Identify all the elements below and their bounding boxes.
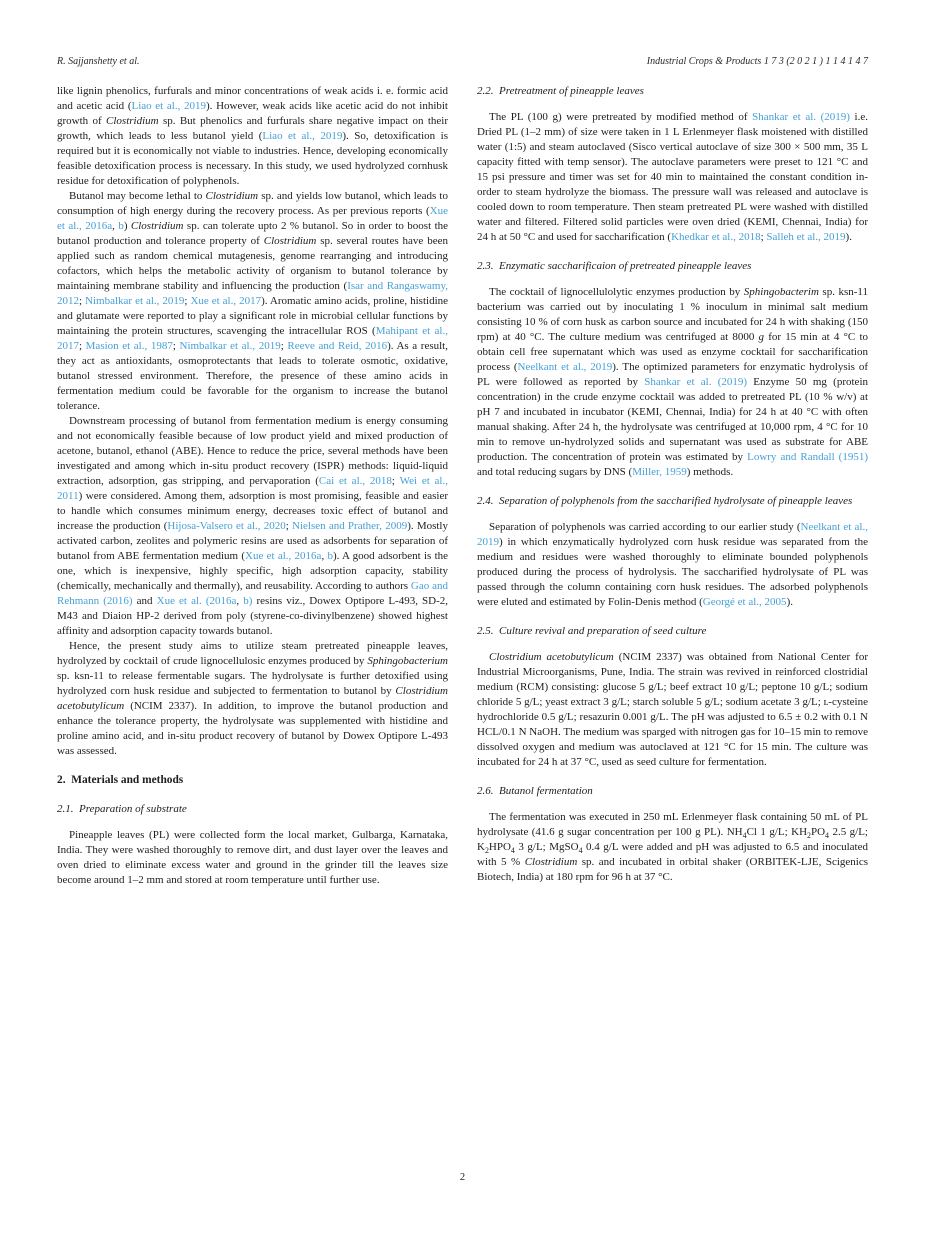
text-run: ). Mostly activated carbon, zeolites and polymeric resins are used as adsorbents for separation of butanol from ABE fermentation medium (: [57, 520, 448, 562]
text-run: sp. ksn-11 to release fermentable sugars. The hydrolysate is further detoxified using hydrolyzed corn husk residue and subjected to fermentation to butanol by: [57, 670, 448, 697]
paragraph: [477, 110, 868, 245]
citation-link[interactable]: Miller, 1959: [632, 466, 687, 478]
text-run: ,: [236, 595, 244, 607]
text-run: Separation of polyphenols was carried according to our earlier study (: [489, 521, 801, 533]
text-run: ;: [760, 231, 767, 243]
subsection-heading: 2.3. Enzymatic saccharificaion of pretreated pineapple leaves: [477, 260, 752, 272]
text-run: ;: [280, 340, 288, 352]
text-run: ): [123, 220, 131, 232]
subscript-text: 4: [825, 831, 829, 841]
text-run: ;: [79, 295, 86, 307]
text-run: ). As a result, they act as antioxidants, osmoprotectants that leads to tolerate osmotic, oxidative, butanol stressed environment. Therefore, the presence of these amino acids in fermentation medium could be favorable for the organism to increase the butanol tolerance.: [57, 340, 448, 412]
citation-link[interactable]: Wei et al., 2011: [57, 475, 448, 502]
italic-term: Clostridium acetobutylicum: [57, 685, 448, 712]
citation-link[interactable]: Xue et al., 2016a: [245, 550, 322, 562]
text-run: Pineapple leaves (PL) were collected form the local market, Gulbarga, Karnataka, India. They were washed thoroughly to remove dirt, and dust layer over the leaves and oven dried to eliminate excess water and ground in the grinder till the leaves size become around 1–2 mm and stored at room temperature until further use.: [57, 829, 448, 886]
text-run: ). So, detoxification is required but it is economically not viable to industries. Hence, developing economically feasible detoxification process is necessary. In this study, we used hydrolyzed cornhusk residue for detoxification of polyphenols.: [57, 130, 448, 187]
paragraph: [477, 810, 868, 885]
citation-link[interactable]: Shankar et al. (2019): [644, 376, 748, 388]
text-run: sp. and incubated in orbital shaker (ORBITEK-LJE, Scigenics Biotech, India) at 180 rpm for 96 h at 37 °C.: [477, 856, 868, 883]
text-run: ;: [79, 340, 86, 352]
running-author: R. Sajjanshetty et al.: [57, 56, 140, 67]
italic-term: Clostridium: [106, 115, 159, 127]
text-run: ) in which enzymatically hydrolyzed corn husk residue was separated from the medium and residues were washed thoroughly to eliminate bounded polyphenols produced during the process of hydrolysis. The saccharified hydrolysate of PL was passed through the column containing corn husk residues. The adsorbed polyphenols were eluted and estimated by Folin-Denis method (: [477, 536, 868, 608]
subscript-text: 2: [484, 846, 489, 856]
citation-link[interactable]: Isar and Rangaswamy, 2012: [57, 280, 449, 307]
text-run: Hence, the present study aims to utilize steam pretreated pineapple leaves, hydrolyzed by cocktail of crude lignocellulosic enzymes produced by: [57, 640, 448, 667]
text-run: sp. ksn-11 bacterium was carried out by inoculating 1 % inoculum in minimal salt medium consisting 10 % of corn husk as carbon source and incubated for 24 h with shaking (150 rpm) at 40 °C. The culture medium was centrifuged at 8000: [477, 286, 868, 343]
text-run: The PL (100 g) were pretreated by modified method of: [489, 111, 753, 123]
citation-link[interactable]: Nielsen and Prather, 2009: [292, 520, 408, 532]
text-run: ). Aromatic amino acids, proline, histidine and glutamate were reported to play a significant role in microbial cellular functions by maintaining the protein structures, scavenging the intracellular ROS (: [57, 295, 449, 337]
text-run: sp. and yields low butanol, which leads to consumption of high energy during the recovery process. As per previous reports (: [57, 190, 448, 217]
text-run: PO: [810, 826, 826, 838]
text-run: ).: [786, 596, 793, 608]
text-run: sp. But phenolics and furfurals share negative impact on their growth, which leads to less butanol yield (: [57, 115, 448, 142]
italic-term: Clostridium: [263, 235, 317, 247]
subsection-heading: 2.6. Butanol fermentation: [477, 785, 593, 797]
citation-link[interactable]: Xue et al., 2016a: [57, 205, 448, 232]
text-run: and total reducing sugars by DNS (: [477, 466, 633, 478]
text-run: like lignin phenolics, furfurals and minor concentrations of weak acids i. e. formic acid and acetic acid (: [57, 85, 448, 112]
text-run: ) methods.: [686, 466, 734, 478]
paragraph: [57, 414, 448, 639]
citation-link[interactable]: Gao and Rehmann (2016): [57, 580, 448, 607]
paragraph: [477, 650, 868, 770]
italic-term: Sphingobacterium: [367, 655, 448, 667]
left-column: [57, 84, 448, 888]
text-run: for 15 min at 4 °C to obtain cell free supernatant which was used as enzyme cocktail for saccharification process (: [477, 331, 869, 373]
citation-link[interactable]: Hijosa-Valsero et al., 2020: [167, 520, 286, 532]
text-run: 2.5 g/L; K: [477, 826, 868, 853]
citation-link[interactable]: Mahipant et al., 2017: [57, 325, 448, 352]
text-run: Downstream processing of butanol from fermentation medium is energy consuming and not economically feasible because of low product yield and mixed production of acetone, butanol, ethanol (ABE). Hence to reduce the price, several methods have been investigated and among which in-situ product recovery (ISPR) methods: liquid-liquid extraction, adsorption, gas stripping, and pervaporation (: [57, 415, 448, 487]
text-run: ). However, weak acids like acetic acid do not inhibit growth of: [57, 100, 448, 127]
subsection-heading: 2.1. Preparation of substrate: [57, 803, 187, 815]
subsection-heading: 2.5. Culture revival and preparation of seed culture: [477, 625, 707, 637]
citation-link[interactable]: Neelkant et al., 2019: [517, 361, 613, 373]
article-body: [57, 84, 868, 888]
citation-link[interactable]: Reeve and Reid, 2016: [287, 340, 388, 352]
citation-link[interactable]: Cai et al., 2018: [318, 475, 392, 487]
text-run: ). A good adsorbent is the one, which is inexpensive, highly specific, high adsorption capacity, stability (chemically, mechanically and thermally), and reusability. According to authors: [57, 550, 449, 592]
text-run: Cl 1 g/L; KH: [746, 826, 808, 838]
text-run: (NCIM 2337) was obtained from National Center for Industrial Microorganisms, Pune, India. The strain was revived in reinforced clostridial medium (RCM) consisting: glucose 5 g/L; beef extract 10 g/L; peptone 10 g/L; sodium chloride 5 g/L; yeast extract 3 g/L; starch soluble 5 g/L; sodium acetate 3 g/L; ʟ-cysteine hydrochloride 0.5 g/L; resazurin 0.001 g/L. The pH was adjusted to 6.5 ± 0.2 with 0.1 N HCL/0.1 N NaOH. The medium was sparged with nitrogen gas for 10–15 min to remove dissolved oxygen and medium was autoclaved at 121 °C for 15 min. The culture was incubated for 24 h at 37 °C, used as seed culture for fermentation.: [477, 651, 868, 768]
italic-term: g: [758, 331, 765, 343]
paragraph: [57, 828, 448, 888]
subscript-text: 2: [807, 831, 811, 841]
paragraph: [57, 189, 448, 414]
text-run: and: [132, 595, 157, 607]
text-run: ;: [285, 520, 293, 532]
text-run: ;: [184, 295, 191, 307]
subscript-text: 4: [742, 831, 747, 841]
italic-term: Clostridium: [524, 856, 578, 868]
paragraph: [477, 520, 868, 610]
paragraph: [477, 285, 868, 480]
citation-link[interactable]: b: [327, 550, 333, 562]
subscript-text: 4: [578, 846, 583, 856]
text-run: i.e. Dried PL (1–2 mm) of size were taken in 1 L Erlenmeyer flask moistened with distilled water (1:5) and steam autoclaved (Sisco vertical autoclave of size 300 × 500 mm, 35 L capacity fitted with temp sensor). The autoclave parameters were preset to 121 °C and 15 psi pressure and timer was set for 40 min to maintained the constant condition in-order to steam hydrolyze the biomass. The pressure wall was released and autoclave is cooled down to room temperature. Then steam pretreated PL were washed with distilled water and filtered. Filtered solid particles were oven dried (KEMI, Chennai, India) for 24 h at 50 °C and used for saccharification (: [477, 111, 868, 243]
citation-link[interactable]: Khedkar et al., 2018: [671, 231, 761, 243]
subscript-text: 4: [510, 846, 515, 856]
italic-term: Clostridium acetobutylicum: [489, 651, 614, 663]
text-run: ;: [391, 475, 400, 487]
section-heading: 2. Materials and methods: [57, 774, 184, 786]
citation-link[interactable]: Neelkant et al., 2019: [477, 521, 868, 548]
italic-term: Clostridium: [130, 220, 184, 232]
text-run: (NCIM 2337). In addition, to improve the butanol production and enhance the tolerance property, the hydrolysate was supplemented with histidine and proline amino acid, and in-situ product recovery of butanol by Dowex Optipore L-493 was assessed.: [57, 700, 448, 757]
text-run: ).: [845, 231, 852, 243]
text-run: sp. can tolerate upto 2 % butanol. So in order to boost the butanol production and tolerance property of: [57, 220, 449, 247]
citation-link[interactable]: Masion et al., 1987: [85, 340, 173, 352]
text-run: resins viz., Dowex Optipore L-493, SD-2, M43 and Diaion HP-2 derived from poly (styrene-co-divinylbenzene) showed highest affinity and adsorption capacity towards butanol.: [57, 595, 449, 637]
text-run: ) were considered. Among them, adsorption is most promising, feasible and easier to handle which consumes minimum energy, decreases toxic effect of butanol and increase the production (: [57, 490, 448, 532]
text-run: ;: [172, 340, 180, 352]
text-run: ,: [321, 550, 328, 562]
citation-link[interactable]: Xue et al., 2017: [190, 295, 262, 307]
text-run: Enzyme 50 mg (protein concentration) in the crude enzyme cocktail was added to pretreated PL (10 % w/v) at pH 7 and incubated in incubator (KEMI, Chennai, India) for 24 h at 40 °C with often manual shaking. After 24 h, the hydrolysate was centrifuged at 10,000 rpm, 4 °C for 10 min to remove un-hydrolyzed solids and supernatant was used as substrate for ABE production. The concentration of protein was estimated by: [477, 376, 868, 463]
running-journal: Industrial Crops & Products 1 7 3 (2 0 2 1 ) 1 1 4 1 4 7: [646, 56, 868, 67]
citation-link[interactable]: Liao et al., 2019: [131, 100, 206, 112]
text-run: sp. several routes have been applied such as random chemical mutagenesis, genome rearranging and introducing cofactors, which helps the metabolic activity of organism to butanol tolerance by maintaining membrane stability and influencing the production (: [57, 235, 448, 292]
italic-term: Sphingobacterim: [743, 286, 819, 298]
citation-link[interactable]: Liao et al., 2019: [262, 130, 343, 142]
subsection-heading: 2.2. Pretreatment of pineapple leaves: [477, 85, 644, 97]
citation-link[interactable]: Shankar et al. (2019): [752, 111, 850, 123]
citation-link[interactable]: Nimbalkar et al., 2019: [85, 295, 185, 307]
citation-link[interactable]: b): [243, 595, 253, 607]
text-run: 0.4 g/L were added and pH was adjusted to 6.5 and inoculated with 5 %: [477, 841, 868, 868]
text-run: ). The optimized parameters for enzymatic hydrolysis of PL were followed as reported by: [477, 361, 868, 388]
text-run: HPO: [488, 841, 511, 853]
citation-link[interactable]: b: [118, 220, 124, 232]
text-run: The cocktail of lignocellulolytic enzymes production by: [489, 286, 744, 298]
italic-term: Clostridium: [205, 190, 259, 202]
text-run: The fermentation was executed in 250 mL Erlenmeyer flask containing 50 mL of PL hydrolysate (41.6 g sugar concentration per 100 g PL). NH: [477, 811, 868, 838]
text-run: ,: [112, 220, 119, 232]
paragraph: [57, 84, 448, 189]
page-header: [57, 56, 868, 67]
text-run: Butanol may become lethal to: [69, 190, 206, 202]
paragraph: [57, 639, 448, 759]
citation-link[interactable]: Nimbalkar et al., 2019: [179, 340, 281, 352]
right-column: [477, 84, 868, 888]
citation-link[interactable]: Salleh et al., 2019: [766, 231, 846, 243]
subsection-heading: 2.4. Separation of polyphenols from the saccharified hydrolysate of pineapple leaves: [477, 495, 853, 507]
citation-link[interactable]: Georgé et al., 2005: [702, 596, 787, 608]
page-number: 2: [459, 1172, 466, 1183]
citation-link[interactable]: Lowry and Randall (1951): [747, 451, 868, 463]
text-run: 3 g/L; MgSO: [514, 841, 579, 853]
citation-link[interactable]: Xue et al. (2016a: [156, 595, 237, 607]
